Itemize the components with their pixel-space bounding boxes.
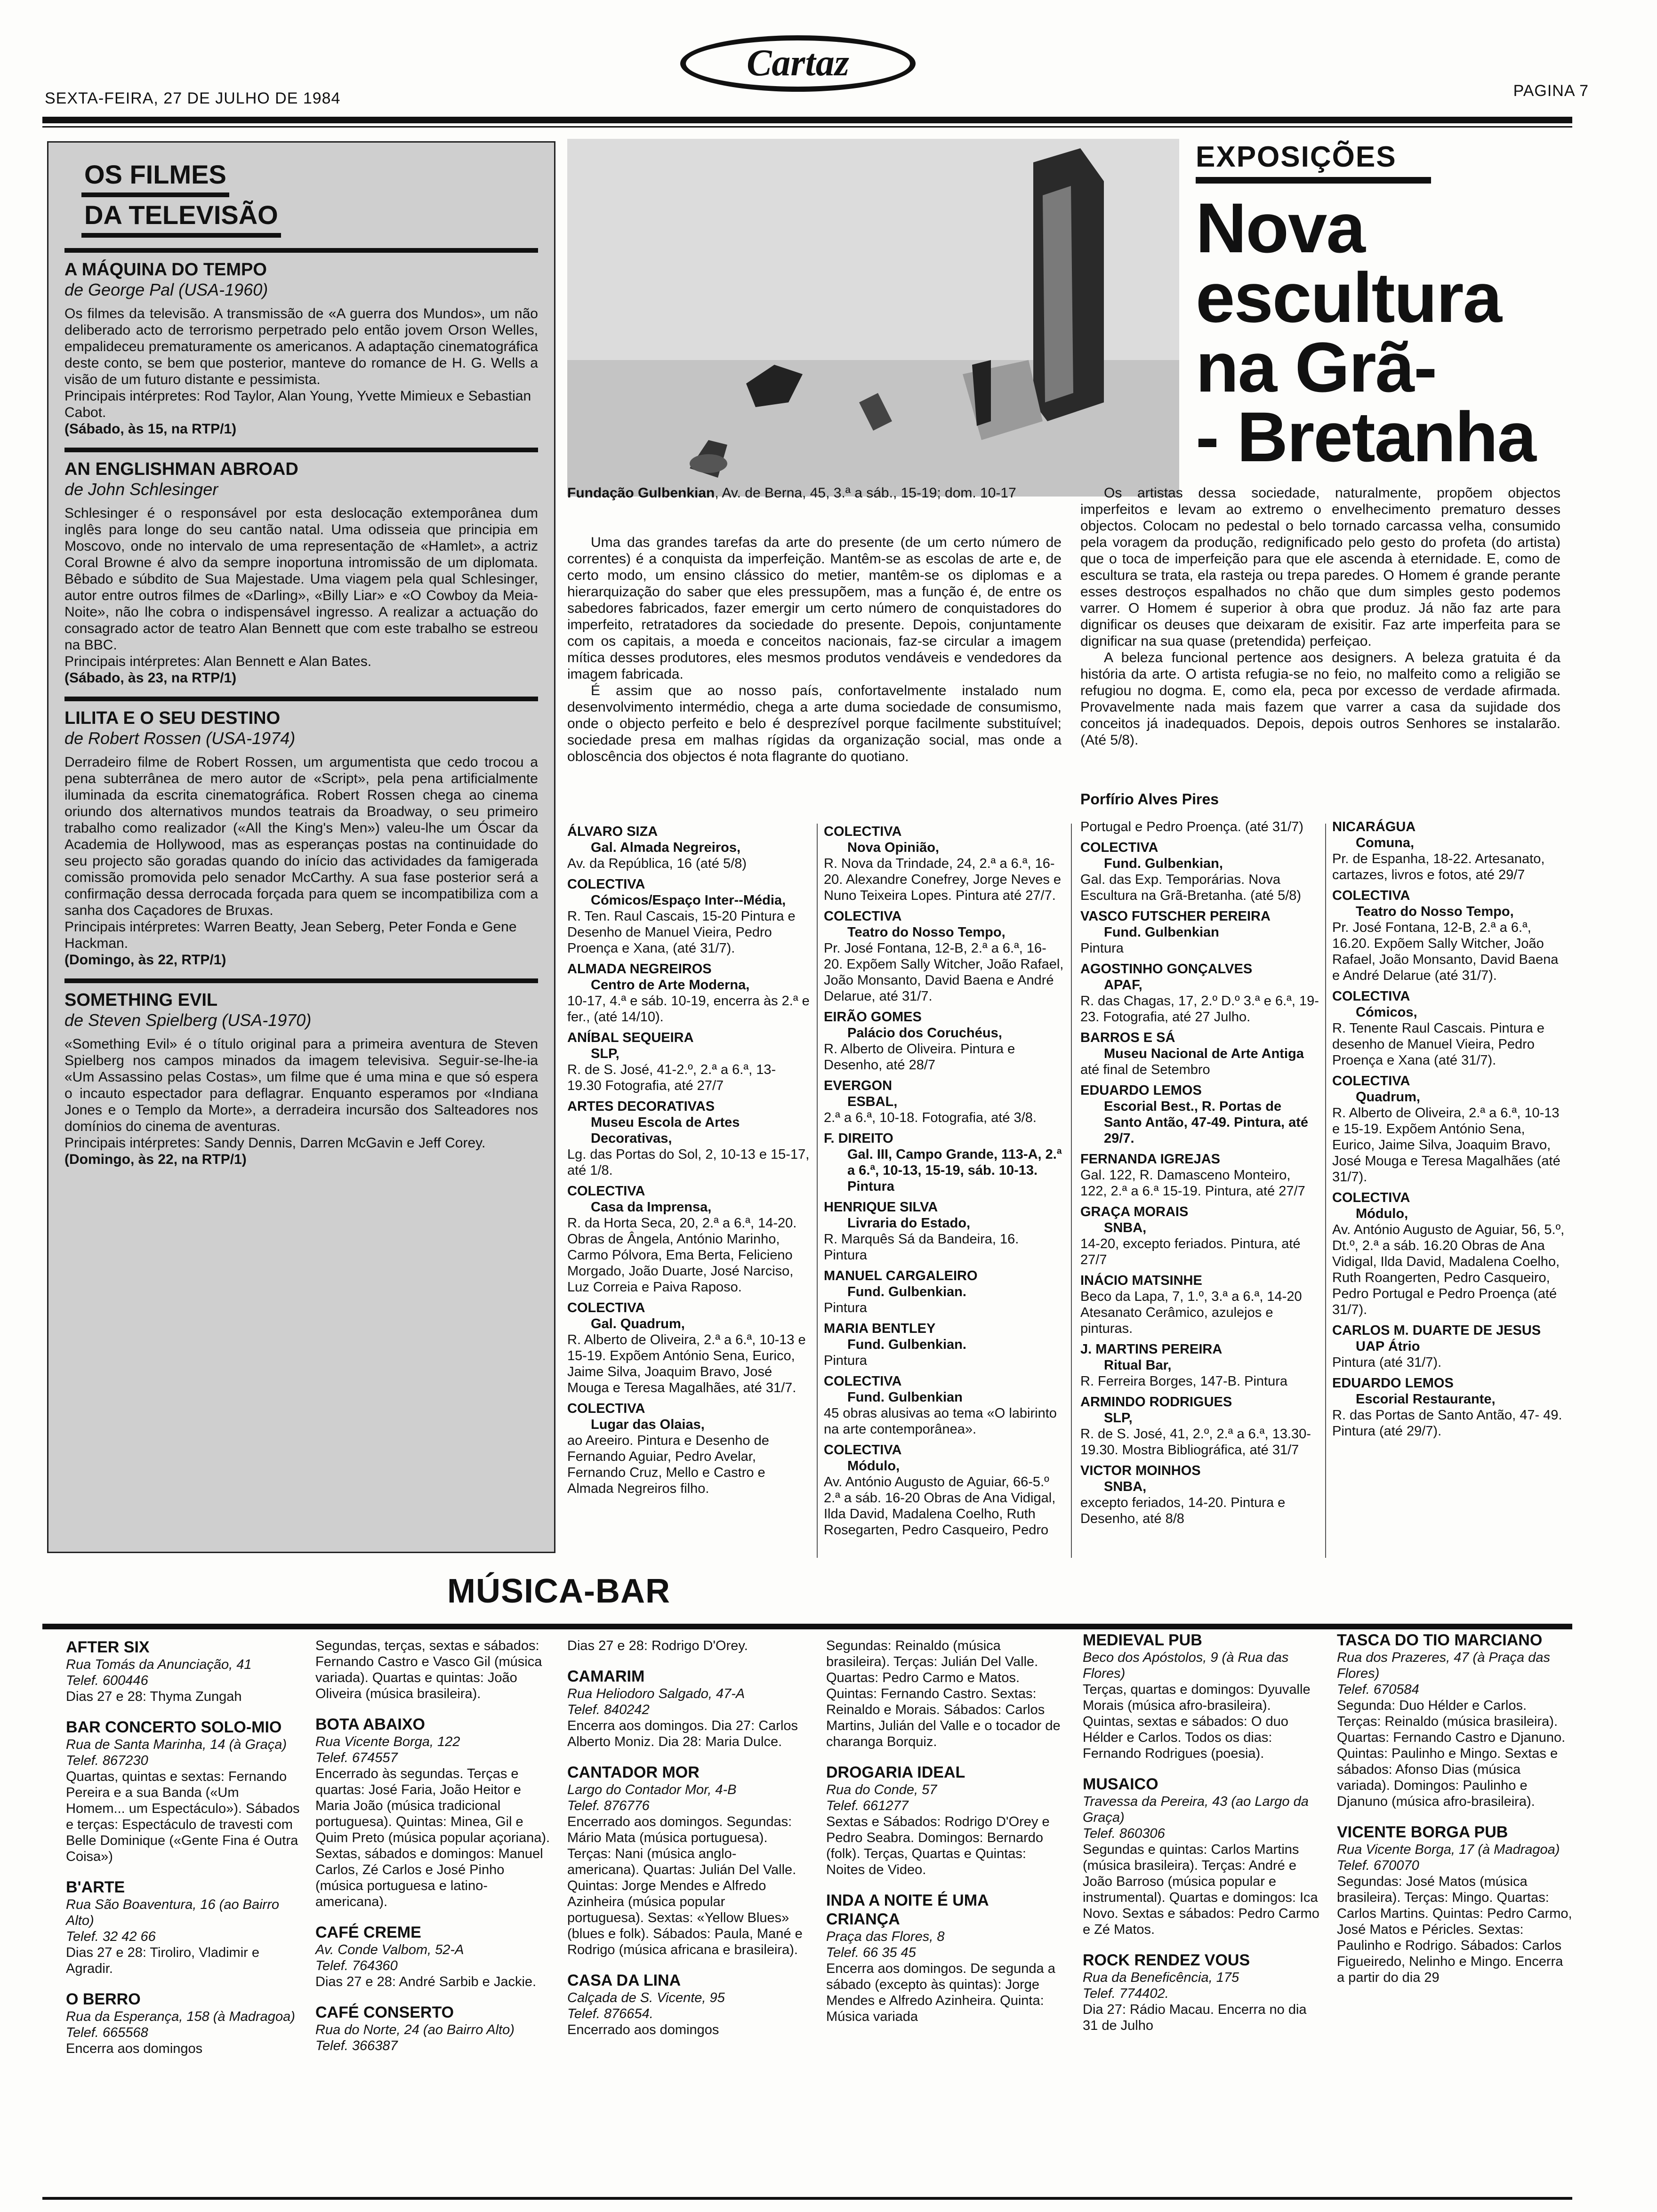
exhibition-details: 2.ª a 6.ª, 10-18. Fotografia, até 3/8. — [824, 1110, 1037, 1125]
bar-listing — [315, 1638, 551, 1702]
exhibitor-name: COLECTIVA — [567, 1401, 645, 1416]
exhibition-listing — [1080, 1394, 1320, 1458]
bar-name: MUSAICO — [1083, 1775, 1158, 1793]
bar-name: CAFÉ CREME — [315, 1923, 421, 1941]
exhibition-venue: Fund. Gulbenkian. — [847, 1284, 966, 1299]
film-review: Derradeiro filme de Robert Rossen, um argumentista que cedo trocou a pena subterrânea de mero autor de «Script», pela pena artificialmente iluminada da escrita cinematográfica. Robert Rossen chega ao cinema oriundo dos alternativos mundos teatrais da Broadway, o seu primeiro trabalho como realizador («All the King's Men») valeu-lhe um Óscar da Academia de Hollywood, mas as esperanças postas na continuidade do seu projecto são goradas quando do início das actividades da famigerada comissão promovida pelo senador McCarthy. A sua fase posterior será a confirmação dessa derrocada forçada para quem se incompatibiliza com a sanha dos Caçadores de Bruxas. — [64, 754, 538, 918]
exhibition-listing — [824, 1321, 1064, 1369]
bar-phone: Telef. 876776 — [567, 1798, 650, 1813]
column-divider — [817, 824, 818, 1558]
exhibition-details: 14-20, excepto feriados. Pintura, até 27/7 — [1080, 1236, 1301, 1267]
exhibition-venue: Fund. Gulbenkian. — [847, 1337, 966, 1352]
exhibition-details: 45 obras alusivas ao tema «O labirinto na arte contemporânea». — [824, 1406, 1057, 1437]
bar-listing — [826, 1763, 1062, 1878]
exhibition-details: R. Tenente Raul Cascais. Pintura e desenho de Manuel Vieira, Pedro Proença e Xana (até 31/7). — [1332, 1021, 1544, 1068]
exhibition-listing — [824, 1373, 1064, 1437]
bar-name: DROGARIA IDEAL — [826, 1763, 965, 1781]
exhibition-listing — [1332, 988, 1568, 1068]
exhibition-listing — [1080, 1082, 1320, 1146]
venue-name: Fundação Gulbenkian — [567, 485, 715, 501]
column-divider — [1071, 824, 1072, 1558]
exhibition-venue: Cómicos/Espaço Inter--Média, — [591, 893, 786, 908]
exhibition-venue: Módulo, — [847, 1459, 900, 1474]
exhibition-listing — [1332, 888, 1568, 984]
headline-line: escultura — [1196, 258, 1501, 337]
exhibition-venue: Cómicos, — [1356, 1005, 1417, 1020]
exhibition-listing — [1080, 840, 1320, 904]
bar-listing — [315, 2003, 551, 2054]
exhibition-listing — [824, 1078, 1064, 1126]
exhibition-venue: Nova Opinião, — [847, 840, 939, 855]
article-byline: Porfírio Alves Pires — [1080, 791, 1219, 808]
exhibition-listing — [1080, 1463, 1320, 1527]
exhibition-listing — [567, 1401, 810, 1497]
bar-program: Encerrado aos domingos. Segundas: Mário Mata (música portuguesa). Terças: Nani (música anglo-americana). Quartas: Julián Del Valle. Quintas: Jorge Mendes e Alfredo Azinheira (música popular portuguesa). Sextas: «Yellow Blues» (blues e folk). Sábados: Paula, Mané e Rodrigo (música africana e brasileira). — [567, 1814, 803, 1957]
listing-column-1 — [567, 824, 810, 1501]
exhibition-venue: Escorial Restaurante, — [1356, 1392, 1496, 1407]
film-cast: Principais intérpretes: Sandy Dennis, Darren McGavin e Jeff Corey. — [64, 1135, 486, 1151]
exhibition-details: Pr. de Espanha, 18-22. Artesanato, cartazes, livros e fotos, até 29/7 — [1332, 851, 1545, 882]
bar-name: O BERRO — [66, 1990, 141, 2008]
article-column-1 — [567, 534, 1062, 765]
exhibition-listing — [824, 1130, 1064, 1194]
bar-address: Rua Vicente Borga, 122 — [315, 1734, 460, 1749]
exhibition-venue: UAP Átrio — [1356, 1339, 1420, 1354]
bar-phone: Telef. 876654. — [567, 2006, 653, 2021]
bar-phone: Telef. 860306 — [1083, 1826, 1165, 1841]
film-cast: Principais intérpretes: Warren Beatty, Jean Seberg, Peter Fonda e Gene Hackman. — [64, 919, 517, 951]
film-title: A MÁQUINA DO TEMPO — [64, 260, 267, 280]
film-entry — [64, 990, 538, 1168]
bar-program: Segundas: Reinaldo (música brasileira). Terças: Julián Del Valle. Quartas: Pedro Carmo e Matos. Quintas: Fernando Castro. Sextas: Reinaldo e Morais. Sábados: Carlos Martins, Julián del Valle e o tocador de charanga Borquiz. — [826, 1638, 1061, 1749]
bar-address: Beco dos Apóstolos, 9 (à Rua das Flores) — [1083, 1650, 1289, 1681]
exhibition-venue: Lugar das Olaias, — [591, 1417, 705, 1432]
exhibition-venue: SNBA, — [1104, 1220, 1147, 1235]
exhibitor-name: COLECTIVA — [1080, 840, 1158, 855]
listing-column-2 — [824, 824, 1064, 1543]
exhibition-details: Beco da Lapa, 7, 1.º, 3.ª a 6.ª, 14-20 Atesanato Cerâmico, azulejos e pinturas. — [1080, 1289, 1302, 1336]
bar-program: Dias 27 e 28: Thyma Zungah — [66, 1689, 242, 1704]
bar-address: Rua de Santa Marinha, 14 (à Graça) — [66, 1737, 287, 1752]
bar-program: Terças, quartas e domingos: Dyuvalle Morais (música afro-brasileira). Quintas, sextas e sábados: O duo Hélder e Carlos. Todos os dias: Fernando Rodrigues (poesia). — [1083, 1682, 1311, 1761]
film-entry — [64, 708, 538, 968]
bar-phone: Telef. 840242 — [567, 1702, 650, 1717]
bar-listing — [66, 1878, 301, 1977]
exhibition-listing — [567, 1183, 810, 1295]
exhibition-listing — [824, 1442, 1064, 1538]
article-paragraph: A beleza funcional pertence aos designers. A beleza gratuita é da história da arte. O artista refugia-se no feio, no malfeito como a religião se refugiou no dogma. E, como ela, peca por excesso de verdade afirmada. Provavelmente nada mais fazem que varrer a casa da sujidade dos conceitos já inadequados. Depois, depois outros Senhores se instalarão. (Até 5/8). — [1080, 650, 1560, 748]
bar-address: Travessa da Pereira, 43 (ao Largo da Graça) — [1083, 1794, 1309, 1825]
bar-name: CAMARIM — [567, 1667, 645, 1685]
exhibition-venue: Gal. Almada Negreiros, — [591, 840, 741, 855]
exhibition-venue: Ritual Bar, — [1104, 1358, 1172, 1373]
exhibitor-name: J. MARTINS PEREIRA — [1080, 1342, 1223, 1357]
tv-films-sidebar — [47, 141, 555, 1553]
headline-line: Nova — [1196, 188, 1365, 267]
exhibition-venue: Fund. Gulbenkian, — [1104, 856, 1223, 871]
exhibition-listing — [824, 1268, 1064, 1316]
bar-listing — [1337, 1823, 1572, 1986]
article-headline — [1196, 188, 1563, 476]
exhibitor-name: COLECTIVA — [1332, 989, 1410, 1004]
exhibition-listing — [1080, 1204, 1320, 1268]
films-title — [81, 157, 538, 238]
article-paragraph: Os artistas dessa sociedade, naturalmente, propõem objectos imperfeitos e levam ao extremo o envelhecimento prematuro desses objectos. Colocam no pedestal o belo tornado carcassa velha, consumido pela voragem da produção, redignificado pelo gesto do profeta (do artista) que o toca de imperfeição para que ele ascenda à eternidade. E, como de escultura se trata, ela rasteja ou trepa paredes. O Homem é grande perante esses destroços espalhados no chão que dum simples gesto podemos varrer. O Homem é superior à obra que produz. Já não faz arte para dignificar os deuses que deixaram de exisitir. Faz arte imperfeita para se dignificar na sua quase (pretendida) perfeiçao. — [1080, 485, 1560, 649]
bar-listing — [826, 1638, 1062, 1750]
bar-name: BAR CONCERTO SOLO-MIO — [66, 1718, 282, 1736]
film-review: Os filmes da televisão. A transmissão de «A guerra dos Mundos», um não deliberado acto de terrorismo perpetrado pelo então jovem Orson Welles, empalideceu prematuramente os americanos. A adaptação cinematográfica deste conto, se bem que posterior, manteve do romance de H. G. Wells a visão de um futuro distante e pessimista. — [64, 306, 538, 387]
musica-column-1 — [66, 1638, 301, 2070]
musica-bar-title: MÚSICA-BAR — [447, 1572, 670, 1610]
musica-column-6 — [1337, 1631, 1572, 1999]
film-schedule: (Domingo, às 22, RTP/1) — [64, 952, 226, 968]
film-schedule: (Sábado, às 23, na RTP/1) — [64, 670, 237, 686]
exhibition-details: 10-17, 4.ª e sáb. 10-19, encerra às 2.ª e fer., (até 14/10). — [567, 994, 810, 1025]
listing-column-4 — [1332, 819, 1568, 1444]
exhibition-details: Pintura — [824, 1353, 867, 1368]
exhibition-venue: Fund. Gulbenkian — [1104, 925, 1219, 940]
bar-phone: Telef. 670070 — [1337, 1858, 1419, 1873]
exhibition-listing — [1080, 1273, 1320, 1337]
exhibition-details: Lg. das Portas do Sol, 2, 10-13 e 15-17, até 1/8. — [567, 1147, 810, 1178]
bar-name: CASA DA LINA — [567, 1972, 681, 1989]
exhibitor-name: F. DIREITO — [824, 1131, 893, 1146]
exhibition-venue: Quadrum, — [1356, 1090, 1420, 1105]
exhibitor-name: HENRIQUE SILVA — [824, 1200, 938, 1215]
bar-program: Segundas, terças, sextas e sábados: Fernando Castro e Vasco Gil (música variada). Quartas e quintas: João Oliveira (música brasileira). — [315, 1638, 542, 1701]
exhibitor-name: COLECTIVA — [1332, 1074, 1410, 1089]
bar-name: BOTA ABAIXO — [315, 1715, 425, 1733]
exhibition-listing — [567, 1030, 810, 1094]
exhibitor-name: EDUARDO LEMOS — [1080, 1083, 1202, 1098]
bar-address: Calçada de S. Vicente, 95 — [567, 1990, 725, 2005]
exhibition-details: Av. António Augusto de Aguiar, 56, 5.º, Dt.º, 2.ª a sáb. 16.20 Obras de Ana Vidigal, Ilda David, Madalena Coelho, Ruth Roangerten, Pedro Casqueiro, Pedro Portugal e Pedro Proença (até 31/7). — [1332, 1222, 1565, 1317]
exhibition-listing — [1080, 908, 1320, 956]
musica-bar-rule — [42, 1624, 1572, 1629]
bar-program: Encerra aos domingos — [66, 2041, 203, 2056]
exhibitor-name: FERNANDA IGREJAS — [1080, 1152, 1221, 1167]
bar-address: Rua do Conde, 57 — [826, 1782, 937, 1797]
exhibition-listing — [1080, 1341, 1320, 1389]
bar-address: Rua da Esperança, 158 (à Madragoa) — [66, 2009, 295, 2024]
film-schedule: (Sábado, às 15, na RTP/1) — [64, 421, 237, 437]
page-number: PAGINA 7 — [1513, 82, 1589, 100]
exhibition-venue: Escorial Best., R. Portas de Santo Antão, 47-49. Pintura, até 29/7. — [1104, 1099, 1309, 1146]
exhibition-venue: SLP, — [591, 1046, 619, 1061]
header-rule — [42, 117, 1572, 123]
bar-address: Rua Heliodoro Salgado, 47-A — [567, 1686, 745, 1701]
film-director: de Steven Spielberg (USA-1970) — [64, 1010, 312, 1030]
exhibition-details: Pr. José Fontana, 12-B, 2.ª a 6.ª, 16.20. Expõem Sally Witcher, João Rafael, João Monsanto, David Baena e André Delarue (até 31/7). — [1332, 920, 1559, 983]
bar-phone: Telef. 665568 — [66, 2025, 148, 2040]
bar-listing — [66, 1718, 301, 1865]
exhibition-details: ao Areeiro. Pintura e Desenho de Fernando Aguiar, Pedro Avelar, Fernando Cruz, Mello e Castro e Almada Negreiros filho. — [567, 1433, 769, 1496]
exhibitor-name: NICARÁGUA — [1332, 819, 1416, 834]
exhibitor-name: COLECTIVA — [824, 909, 902, 924]
musica-column-5 — [1083, 1631, 1323, 2047]
exhibition-listing — [567, 961, 810, 1025]
exhibitor-name: ARTES DECORATIVAS — [567, 1099, 715, 1114]
logo-text: Cartaz — [747, 42, 849, 84]
exhibitor-name: COLECTIVA — [567, 1300, 645, 1315]
bar-phone: Telef. 774402. — [1083, 1986, 1169, 2001]
exhibitor-name: EVERGON — [824, 1078, 893, 1093]
bar-listing — [66, 1638, 301, 1705]
exhibition-listing — [1332, 819, 1568, 883]
films-title-line-2: DA TELEVISÃO — [81, 197, 281, 238]
film-entry — [64, 259, 538, 437]
exhibitor-name: MANUEL CARGALEIRO — [824, 1268, 978, 1283]
exhibition-venue: Módulo, — [1356, 1206, 1408, 1221]
exhibition-venue: Centro de Arte Moderna, — [591, 978, 750, 993]
exhibition-details: R. Alberto de Oliveira, 2.ª a 6.ª, 10-13 e 15-19. Expõem António Sena, Eurico, Jaime Silva, Joaquim Bravo, José Mouga e Teresa Magalhães, até 31/7. — [567, 1332, 806, 1395]
exhibition-details: Portugal e Pedro Proença. (até 31/7) — [1080, 819, 1303, 834]
bar-address: Rua Vicente Borga, 17 (à Madragoa) — [1337, 1842, 1560, 1857]
exhibition-details: Pintura (até 31/7). — [1332, 1355, 1442, 1370]
bar-program: Quartas, quintas e sextas: Fernando Pereira e a sua Banda («Um Homem... um Espectáculo»). Sábados e terças: Espectáculo de travesti com Belle Dominique («Gente Fina é Outra Coisa») — [66, 1769, 300, 1864]
exhibitor-name: COLECTIVA — [824, 1374, 902, 1389]
exhibitor-name: MARIA BENTLEY — [824, 1321, 936, 1336]
exhibition-venue: Teatro do Nosso Tempo, — [1356, 904, 1514, 919]
exhibition-details: Pintura — [824, 1300, 867, 1315]
bar-program: Encerra aos domingos. De segunda a sábado (excepto às quintas): Jorge Mendes e Alfredo Azinheira. Quinta: Música variada — [826, 1961, 1055, 2024]
exhibitor-name: COLECTIVA — [824, 824, 902, 839]
issue-date: SEXTA-FEIRA, 27 DE JULHO DE 1984 — [45, 89, 341, 107]
exhibition-details: R. Alberto de Oliveira, 2.ª a 6.ª, 10-13 e 15-19. Expõem António Sena, Eurico, Jaime Silva, Joaquim Bravo, José Mouga e Teresa Magalhães (até 31/7). — [1332, 1106, 1560, 1185]
bar-program: Encerra aos domingos. Dia 27: Carlos Alberto Moniz. Dia 28: Maria Dulce. — [567, 1718, 798, 1749]
exhibition-listing — [1332, 1375, 1568, 1439]
musica-column-2 — [315, 1638, 551, 2067]
exhibitor-name: COLECTIVA — [1332, 888, 1410, 903]
bar-address: Praça das Flores, 8 — [826, 1929, 945, 1944]
exhibition-venue: Gal. III, Campo Grande, 113-A, 2.ª a 6.ª, 10-13, 15-19, sáb. 10-13. Pintura — [847, 1147, 1062, 1194]
bar-program: Encerrado aos domingos — [567, 2022, 719, 2037]
bar-address: Rua Tomás da Anunciação, 41 — [66, 1657, 252, 1672]
bar-name: AFTER SIX — [66, 1638, 150, 1656]
musica-column-3 — [567, 1638, 803, 2051]
exhibition-listing — [567, 876, 810, 956]
bar-name: TASCA DO TIO MARCIANO — [1337, 1631, 1543, 1649]
bar-phone: Telef. 32 42 66 — [66, 1929, 156, 1944]
exhibition-details: até final de Setembro — [1080, 1062, 1210, 1077]
exhibition-venue: Gal. Quadrum, — [591, 1316, 685, 1331]
exhibition-venue: ESBAL, — [847, 1094, 898, 1109]
bar-address: Largo do Contador Mor, 4-B — [567, 1782, 737, 1797]
article-column-2 — [1080, 485, 1560, 748]
films-title-line-1: OS FILMES — [81, 157, 229, 197]
bar-listing — [826, 1891, 1062, 2025]
exhibition-details: Gal. das Exp. Temporárias. Nova Escultura na Grã-Bretanha. (até 5/8) — [1080, 872, 1302, 903]
musica-column-4 — [826, 1638, 1062, 2038]
exhibition-details: R. Ferreira Borges, 147-B. Pintura — [1080, 1374, 1288, 1389]
film-review: «Something Evil» é o título original para a primeira aventura de Steven Spielberg nos campos minados da imagem televisiva. Seguir-se-lhe-ia «Um Assassino pelas Costas», um filme que é uma mina e que só espera o incauto espectador para deflagrar. Enquanto esperamos por «Indiana Jones e o Templo da Morte», a derradeira incursão dos Salteadores nos domínios do cinema de aventuras. — [64, 1036, 538, 1134]
film-schedule: (Domingo, às 22, na RTP/1) — [64, 1152, 247, 1167]
bar-name: CANTADOR MOR — [567, 1763, 700, 1781]
exhibition-venue: Teatro do Nosso Tempo, — [847, 925, 1005, 940]
bar-name: MEDIEVAL PUB — [1083, 1631, 1202, 1649]
bar-program: Dias 27 e 28: Rodrigo D'Orey. — [567, 1638, 748, 1653]
headline-line: na Grã- — [1196, 328, 1437, 407]
exhibition-details: R. das Portas de Santo Antão, 47- 49. Pintura (até 29/7). — [1332, 1408, 1562, 1439]
exhibition-details: Pr. José Fontana, 12-B, 2.ª a 6.ª, 16-20. Expõem Sally Witcher, João Rafael, João Monsanto, David Baena e André Delarue, até 31/7. — [824, 941, 1064, 1004]
bar-name: VICENTE BORGA PUB — [1337, 1823, 1508, 1841]
exhibitor-name: VASCO FUTSCHER PEREIRA — [1080, 909, 1271, 924]
bar-phone: Telef. 670584 — [1337, 1682, 1419, 1697]
bar-listing — [567, 1971, 803, 2038]
cartaz-logo — [678, 28, 918, 99]
bar-address: Av. Conde Valbom, 52-A — [315, 1942, 464, 1957]
exhibition-listing — [567, 824, 810, 872]
exhibitor-name: EIRÃO GOMES — [824, 1010, 922, 1025]
bar-phone: Telef. 674557 — [315, 1750, 398, 1765]
bar-phone: Telef. 764360 — [315, 1958, 398, 1973]
exhibition-listing — [824, 1009, 1064, 1073]
sculpture-photo — [567, 139, 1179, 497]
bar-phone: Telef. 366387 — [315, 2038, 398, 2053]
bar-address: Rua do Norte, 24 (ao Bairro Alto) — [315, 2022, 515, 2037]
venue-details: , Av. de Berna, 45, 3.ª a sáb., 15-19; dom. 10-17 — [715, 485, 1016, 501]
exhibition-venue: APAF, — [1104, 978, 1142, 993]
exhibition-details: R. de S. José, 41, 2.º, 2.ª a 6.ª, 13.30-19.30. Mostra Bibliográfica, até 31/7 — [1080, 1427, 1311, 1458]
exhibitor-name: COLECTIVA — [567, 1184, 645, 1199]
film-director: de George Pal (USA-1960) — [64, 280, 268, 299]
exhibition-venue: SNBA, — [1104, 1479, 1147, 1494]
film-director: de Robert Rossen (USA-1974) — [64, 729, 296, 748]
bar-name: INDA A NOITE É UMA CRIANÇA — [826, 1891, 989, 1928]
bar-listing — [567, 1638, 803, 1654]
exhibitor-name: BARROS E SÁ — [1080, 1030, 1175, 1045]
bar-listing — [1083, 1951, 1323, 2034]
exhibition-listing — [1332, 1073, 1568, 1185]
exhibition-listing — [1332, 1322, 1568, 1370]
exhibition-listing — [824, 824, 1064, 904]
bar-name: CAFÉ CONSERTO — [315, 2004, 454, 2021]
exhibition-details: R. Ten. Raul Cascais, 15-20 Pintura e Desenho de Manuel Vieira, Pedro Proença e Xana, (até 31/7). — [567, 909, 796, 956]
exhibition-venue: Casa da Imprensa, — [591, 1200, 712, 1215]
article-paragraph: Uma das grandes tarefas da arte do presente (de um certo número de correntes) é a conquista da imperfeição. Mantêm-se as escolas de arte e, de certo modo, um ensino clássico do metier, mantêm-se os diplomas e a hierarquização do saber que eles pressupõem, mas a função é, de entre os sabedores fabricados, fazer emergir um certo número de conquistadores do imperfeito, retratadores da sociedade do presente. Depois, conjuntamente com os capitais, a moeda e conceitos nacionais, faz-se circular a imagem mítica desses produtores, eles mesmos produtos vendáveis e vendedores da imagem fabricada. — [567, 535, 1062, 682]
bar-program: Sextas e Sábados: Rodrigo D'Orey e Pedro Seabra. Domingos: Bernardo (folk). Terças, Quartas e Quintas: Noites de Video. — [826, 1814, 1050, 1877]
film-cast: Principais intérpretes: Alan Bennett e Alan Bates. — [64, 654, 372, 669]
exhibition-listing — [567, 1300, 810, 1396]
exhibitor-name: COLECTIVA — [567, 877, 645, 892]
exhibitor-name: EDUARDO LEMOS — [1332, 1376, 1454, 1391]
exhibitor-name: ALMADA NEGREIROS — [567, 962, 712, 977]
exhibition-details: R. das Chagas, 17, 2.º D.º 3.ª e 6.ª, 19-23. Fotografia, até 27 Julho. — [1080, 994, 1319, 1025]
exhibition-venue: SLP, — [1104, 1411, 1133, 1426]
exhibition-venue: Fund. Gulbenkian — [847, 1390, 963, 1405]
bar-program: Segundas e quintas: Carlos Martins (música brasileira). Terças: André e João Barroso (música popular e instrumental). Quartas e domingos: Ica Novo. Sextas e sábados: Pedro Carmo e Zé Matos. — [1083, 1842, 1319, 1937]
exhibition-details: R. da Horta Seca, 20, 2.ª a 6.ª, 14-20. Obras de Ângela, António Marinho, Carmo Pólvora, Ema Berta, Felicieno Morgado, João Duarte, José Narciso, Luz Correia e Paiva Raposo. — [567, 1216, 797, 1295]
bar-program: Dias 27 e 28: André Sarbib e Jackie. — [315, 1974, 537, 1989]
bar-address: Rua da Beneficência, 175 — [1083, 1970, 1239, 1985]
bar-phone: Telef. 600446 — [66, 1673, 148, 1688]
exhibition-venue: Museu Escola de Artes Decorativas, — [591, 1115, 740, 1146]
exhibition-listing — [824, 908, 1064, 1004]
listing-column-3 — [1080, 819, 1320, 1531]
exhibition-details: Av. da República, 16 (até 5/8) — [567, 856, 747, 871]
section-kicker: EXPOSIÇÕES — [1196, 141, 1397, 173]
film-director: de John Schlesinger — [64, 480, 218, 499]
exhibitor-name: ÁLVARO SIZA — [567, 824, 658, 839]
bar-program: Segundas: José Matos (música brasileira). Terças: Mingo. Quartas: Carlos Martins. Quintas: Pedro Carmo, José Matos e Péricles. Sextas: Paulinho e Rodrigo. Sábados: Carlos Figueiredo, Nelinho e Mingo. Encerra a partir do dia 29 — [1337, 1874, 1572, 1985]
film-cast: Principais intérpretes: Rod Taylor, Alan Young, Yvette Mimieux e Sebastian Cabot. — [64, 388, 531, 420]
exhibition-listing — [1080, 961, 1320, 1025]
bar-phone: Telef. 66 35 45 — [826, 1945, 916, 1960]
exhibition-listing — [1080, 1030, 1320, 1078]
exhibition-details: Av. António Augusto de Aguiar, 66-5.º 2.ª a sáb. 16-20 Obras de Ana Vidigal, Ilda David, Madalena Coelho, Ruth Rosegarten, Pedro Casqueiro, Pedro — [824, 1475, 1056, 1538]
exhibition-details: R. Alberto de Oliveira. Pintura e Desenho, até 28/7 — [824, 1042, 1015, 1073]
film-title: SOMETHING EVIL — [64, 990, 218, 1010]
exhibitor-name: VICTOR MOINHOS — [1080, 1463, 1201, 1478]
exhibitor-name: COLECTIVA — [1332, 1190, 1410, 1205]
exhibition-venue: Palácio dos Coruchéus, — [847, 1026, 1002, 1041]
exhibition-listing — [1332, 1190, 1568, 1318]
exhibition-listing — [567, 1098, 810, 1178]
bar-program: Dia 27: Rádio Macau. Encerra no dia 31 de Julho — [1083, 2002, 1307, 2033]
exhibition-listing — [1080, 1151, 1320, 1199]
exhibitor-name: ANÍBAL SEQUEIRA — [567, 1030, 694, 1045]
article-paragraph: É assim que ao nosso país, confortavelmente instalado num desenvolvimento intermédio, chega a arte duma sociedade de consumismo, onde o objecto perfeito e belo é desprezível porque facilmente substituível; sociedade presa em malhas rígidas da organização social, mas onde a obloscência dos objectos é nota flagrante do quotiano. — [567, 683, 1062, 764]
bar-address: Rua São Boaventura, 16 (ao Bairro Alto) — [66, 1897, 279, 1928]
article-venue — [567, 485, 1062, 501]
film-title: LILITA E O SEU DESTINO — [64, 708, 281, 728]
bar-program: Encerrado às segundas. Terças e quartas: José Faria, João Heitor e Maria João (música tradicional portuguesa). Quintas: Minea, Gil e Quim Preto (música popular açoriana). Sextas, sábados e domingos: Manuel Carlos, Zé Carlos e José Pinho (música portuguesa e latino-americana). — [315, 1766, 550, 1909]
exhibition-venue: Museu Nacional de Arte Antiga — [1104, 1046, 1304, 1061]
headline-line: - Bretanha — [1196, 397, 1536, 476]
exhibition-details: R. de S. José, 41-2.º, 2.ª a 6.ª, 13-19.30 Fotografia, até 27/7 — [567, 1062, 776, 1093]
exhibition-venue: Livraria do Estado, — [847, 1216, 971, 1231]
exhibition-details: excepto feriados, 14-20. Pintura e Desenho, até 8/8 — [1080, 1495, 1286, 1526]
bar-listing — [1083, 1775, 1323, 1938]
exhibition-listing — [1080, 819, 1320, 835]
bar-listing — [315, 1715, 551, 1910]
exhibitor-name: CARLOS M. DUARTE DE JESUS — [1332, 1323, 1541, 1338]
film-entry — [64, 459, 538, 686]
exhibitor-name: COLECTIVA — [824, 1443, 902, 1458]
kicker-rule — [1196, 177, 1431, 184]
bar-phone: Telef. 661277 — [826, 1798, 909, 1813]
exhibition-details: Pintura — [1080, 941, 1124, 956]
bar-phone: Telef. 867230 — [66, 1753, 148, 1768]
exhibition-listing — [824, 1199, 1064, 1263]
bar-listing — [567, 1667, 803, 1750]
column-divider — [1325, 824, 1326, 1558]
bar-name: B'ARTE — [66, 1878, 125, 1896]
bar-listing — [1083, 1631, 1323, 1762]
bar-listing — [567, 1763, 803, 1958]
exhibition-details: Gal. 122, R. Damasceno Monteiro, 122, 2.ª a 6.ª 15-19. Pintura, até 27/7 — [1080, 1168, 1305, 1199]
exhibitor-name: ARMINDO RODRIGUES — [1080, 1395, 1232, 1410]
bar-program: Dias 27 e 28: Tiroliro, Vladimir e Agradir. — [66, 1945, 259, 1976]
exhibition-details: R. Marquês Sá da Bandeira, 16. Pintura — [824, 1232, 1019, 1263]
exhibitor-name: INÁCIO MATSINHE — [1080, 1273, 1202, 1288]
film-title: AN ENGLISHMAN ABROAD — [64, 459, 298, 479]
bar-listing — [315, 1923, 551, 1990]
film-review: Schlesinger é o responsável por esta deslocação extemporânea dum inglês para longe do seu cantão natal. Uma odisseia que principia em Moscovo, onde no intervalo de uma representação de «Hamlet», a actriz Coral Browne é alvo da sempre inoportuna intromissão de um diplomata. Bêbado e súbdito de Sua Majestade. Uma viagem pela qual Schlesinger, autor entre outros filmes de «Darling», «Billy Liar» e «O Cowboy da Meia-Noite», não lhe cobra o indispensável ingresso. A realizar a actuação do consagrado actor de teatro Alan Bennett que com este trabalho se estreou na BBC. — [64, 505, 538, 653]
bar-listing — [1337, 1631, 1572, 1810]
exhibition-venue: Comuna, — [1356, 835, 1415, 850]
header-rule-thin — [42, 126, 1572, 128]
bar-program: Segunda: Duo Hélder e Carlos. Terças: Reinaldo (música brasileira). Quartas: Fernando Castro e Djanuno. Quintas: Paulinho e Mingo. Sextas e sábados: Afonso Dias (música variada). Domingos: Paulinho e Djanuno (música afro-brasileira). — [1337, 1698, 1566, 1809]
exhibitor-name: AGOSTINHO GONÇALVES — [1080, 962, 1253, 977]
exhibition-details: R. Nova da Trindade, 24, 2.ª a 6.ª, 16-20. Alexandre Conefrey, Jorge Neves e Nuno Teixeira Lopes. Pintura até 27/7. — [824, 856, 1062, 903]
bar-listing — [66, 1990, 301, 2057]
bar-name: ROCK RENDEZ VOUS — [1083, 1951, 1250, 1969]
exhibitor-name: GRAÇA MORAIS — [1080, 1204, 1189, 1219]
bar-address: Rua dos Prazeres, 47 (à Praça das Flores) — [1337, 1650, 1550, 1681]
footer-rule — [42, 2197, 1572, 2200]
